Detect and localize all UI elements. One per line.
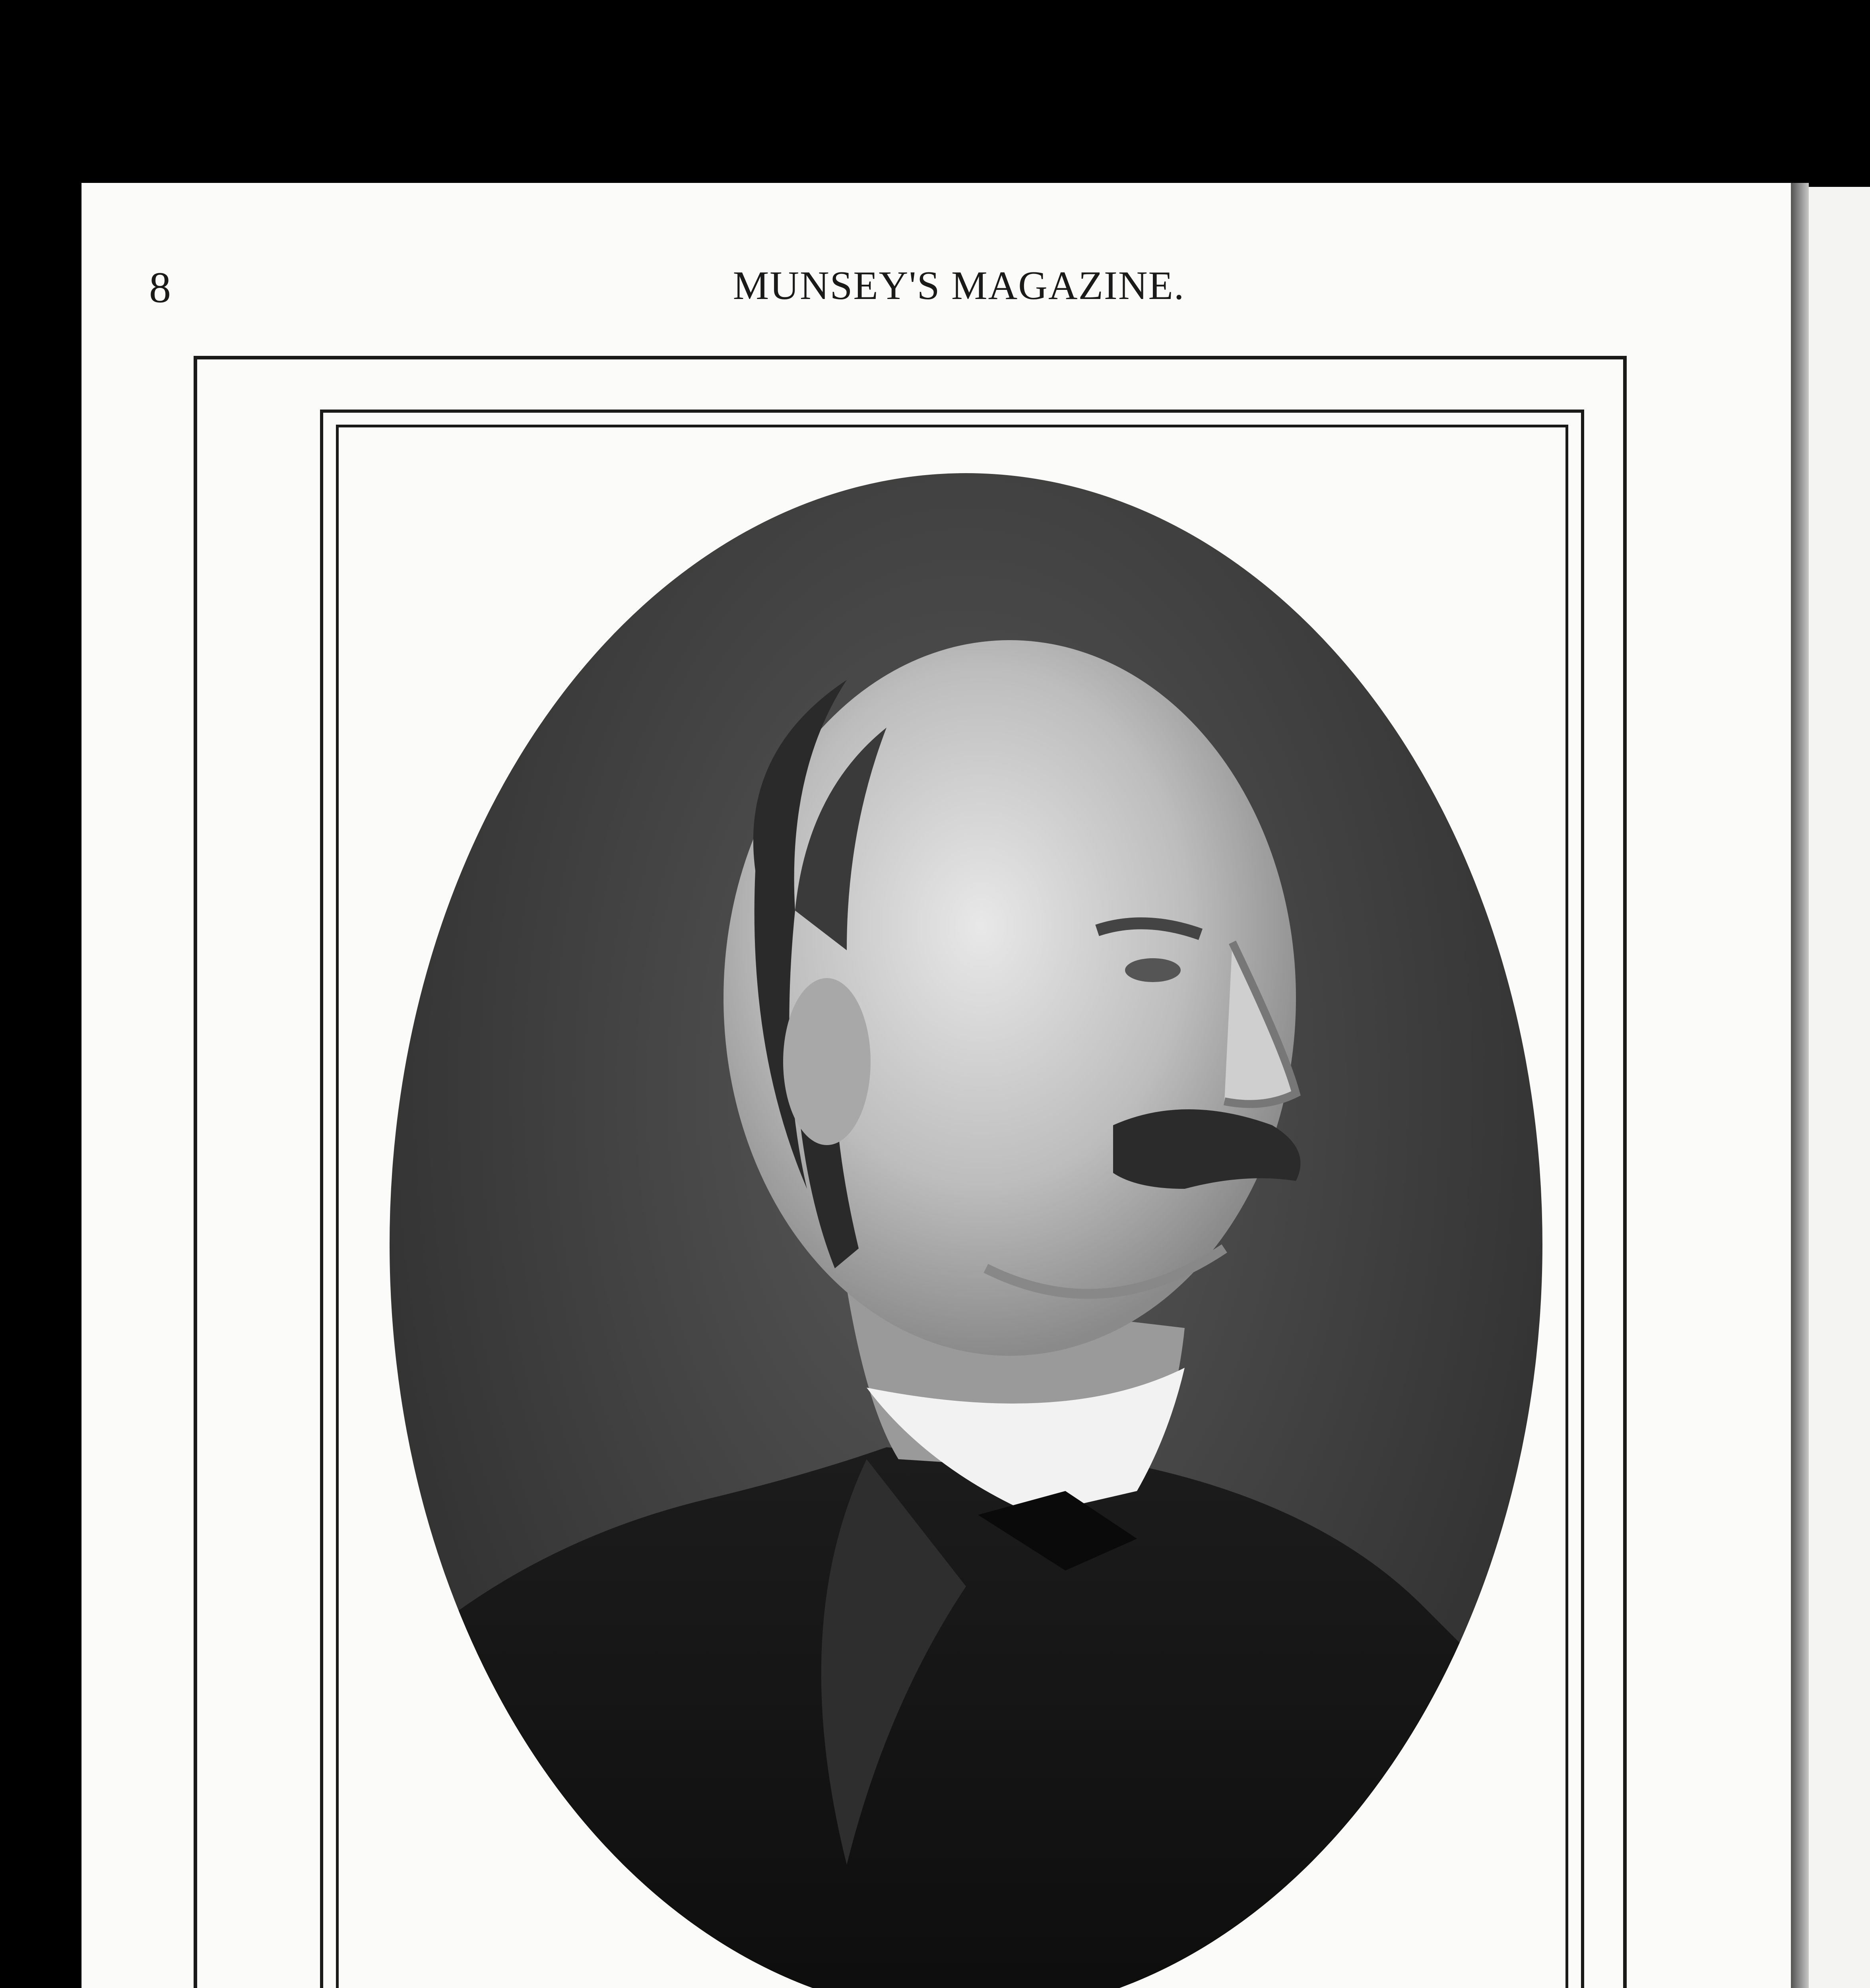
page-header [0, 262, 1870, 326]
portrait-illustration [390, 473, 1542, 1988]
portrait-photo [390, 473, 1542, 1988]
facing-page [1801, 187, 1870, 1988]
page-number: 8 [149, 263, 171, 312]
running-title: MUNSEY'S MAGAZINE. [733, 263, 1185, 308]
